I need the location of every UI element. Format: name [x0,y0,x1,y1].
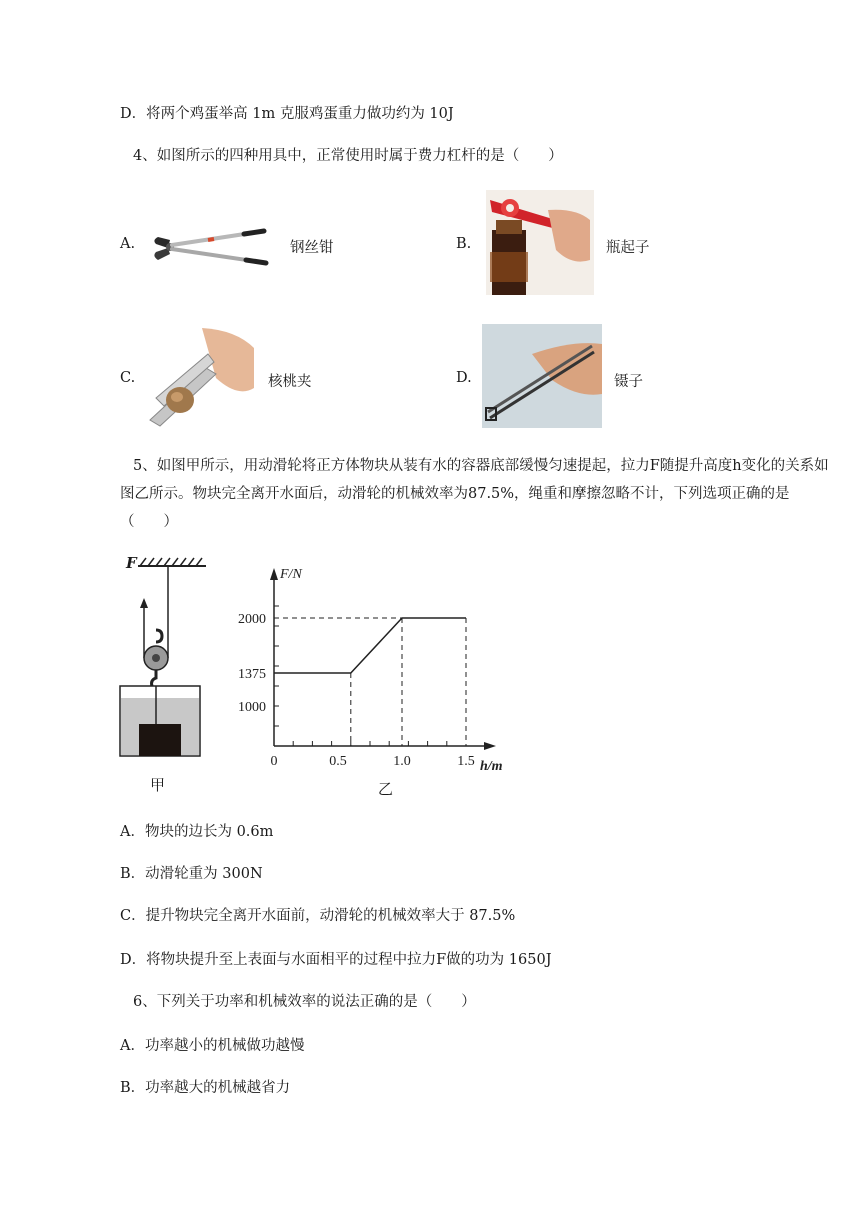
y-axis-arrow [270,568,278,580]
q4-option-c-letter: C. [120,370,136,386]
x-tick-label: 0 [270,754,278,769]
force-label: F [126,554,137,572]
wire-pliers-image [148,222,272,272]
force-series-line [274,618,466,673]
y-axis-label: F/N [280,567,302,582]
q4-option-d-name: 镊子 [614,374,643,390]
q4-stem: 4、如图所示的四种用具中，正常使用时属于费力杠杆的是（ ） [133,148,563,164]
q6-option-a: A．功率越小的机械做功越慢 [120,1038,305,1054]
figure-jia-label: 甲 [150,776,166,794]
pulley-figure [112,546,222,798]
figure-yi-label: 乙 [378,780,394,798]
x-tick-label: 1.5 [457,754,475,769]
q4-option-b-letter: B. [456,236,472,252]
bottle-opener-image [486,190,594,295]
q5-option-a: A．物块的边长为 0.6m [120,824,274,840]
q4-option-c-name: 核桃夹 [268,374,312,390]
q4-option-a-letter: A. [120,236,136,252]
y-tick-label: 1000 [238,700,266,715]
x-axis-label: h/m [480,759,503,774]
q3-option-d: D．将两个鸡蛋举高 1m 克服鸡蛋重力做功约为 10J [120,106,454,122]
q5-option-d: D．将物块提升至上表面与水面相平的过程中拉力F做的功为 1650J [120,952,552,968]
x-axis-arrow [484,742,496,750]
q5-option-b: B．动滑轮重为 300N [120,866,263,882]
q4-option-a-name: 钢丝钳 [290,240,334,256]
y-tick-label: 1375 [238,667,266,682]
nutcracker-image [146,328,256,428]
q5-option-c: C．提升物块完全离开水面前，动滑轮的机械效率大于 87.5% [120,908,516,924]
x-tick-label: 1.0 [393,754,411,769]
x-tick-label: 0.5 [329,754,347,769]
q4-option-b-name: 瓶起子 [606,240,650,256]
y-tick-label: 2000 [238,612,266,627]
ceiling-hatch [138,558,206,566]
q6-option-b: B．功率越大的机械越省力 [120,1080,291,1096]
q5-stem: 5、如图甲所示，用动滑轮将正方体物块从装有水的容器底部缓慢匀速提起，拉力F随提升高度h变化的关系如图乙所示。物块完全离开水面后，动滑轮的机械效率为87.5%，绳重和摩擦忽略不计，下列选项正确的是（ ） [120,458,829,530]
tweezers-image [482,324,602,428]
q6-stem: 6、下列关于功率和机械效率的说法正确的是（ ） [133,994,476,1010]
q4-option-d-letter: D. [456,370,472,386]
force-height-chart [226,562,506,802]
